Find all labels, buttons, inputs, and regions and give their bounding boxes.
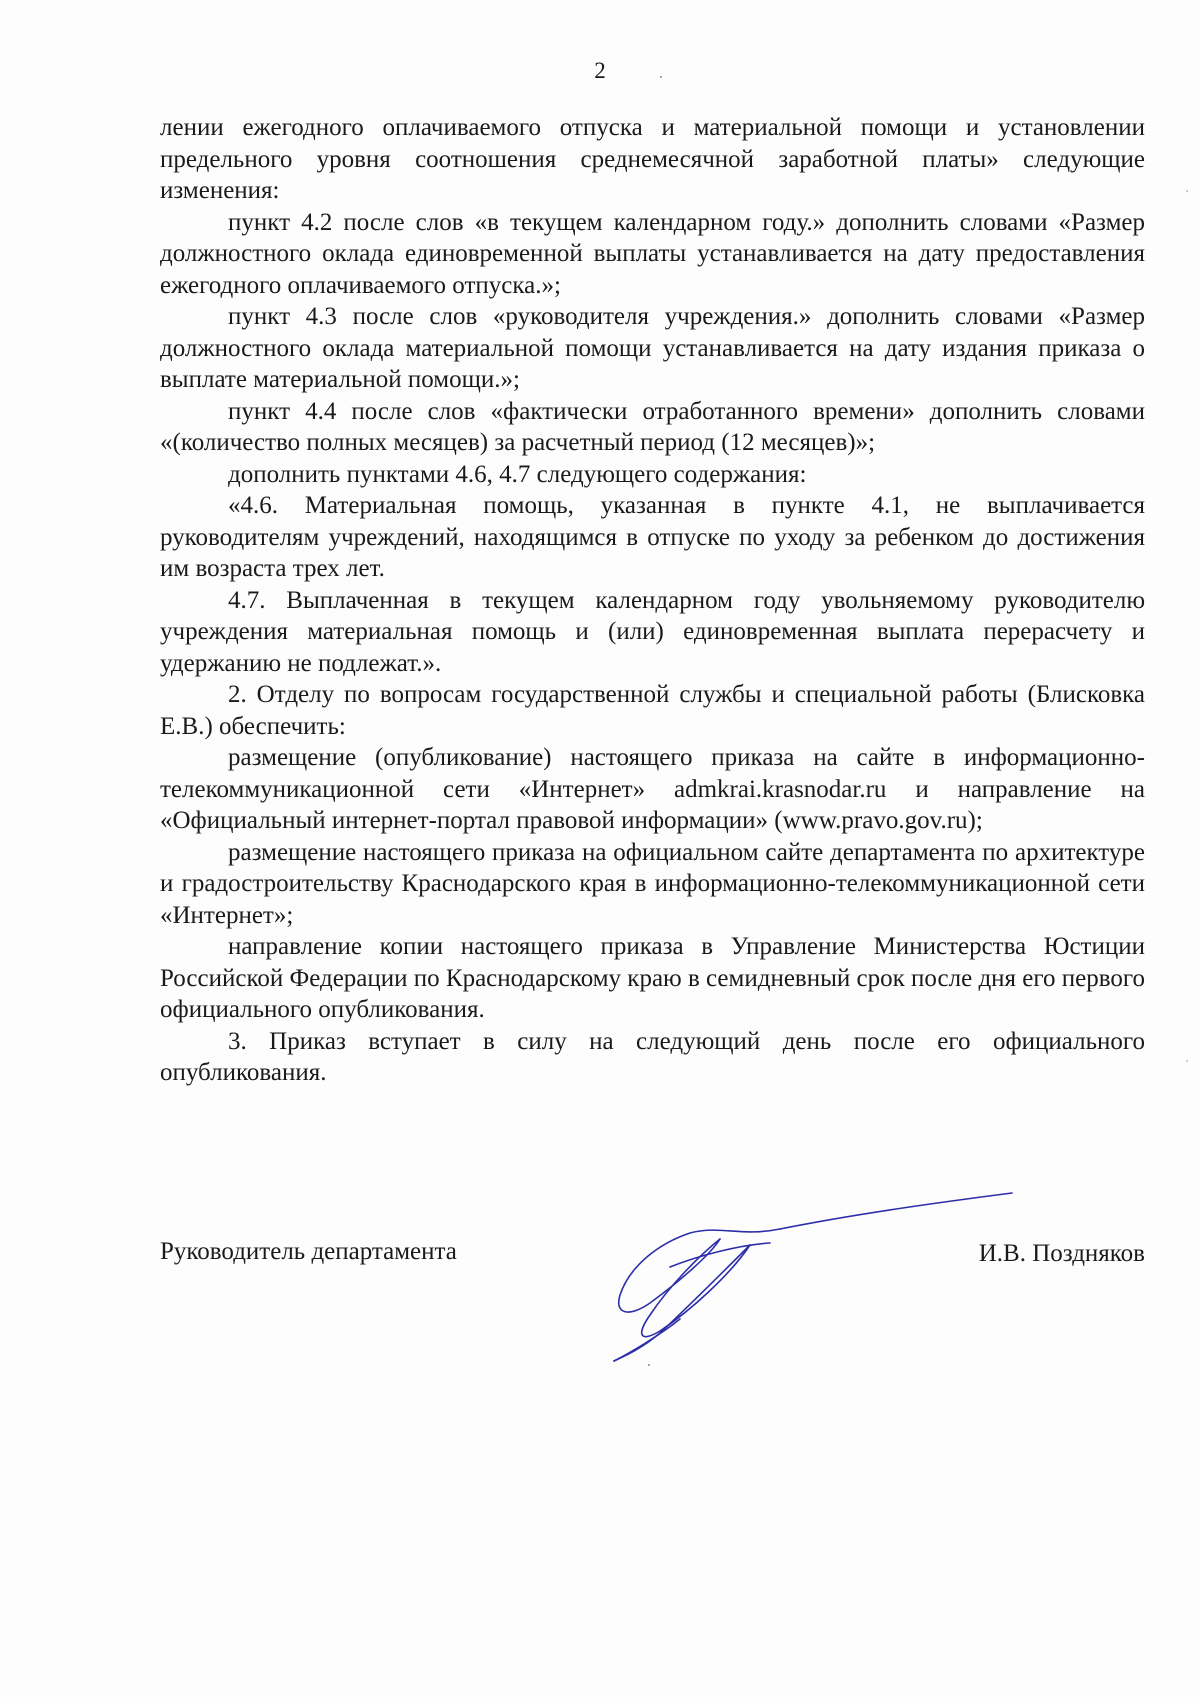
paragraph: пункт 4.4 после слов «фактически отработанного времени» дополнить словами «(количество полных месяцев) за расчетный период (12 месяцев)»; — [160, 397, 1145, 456]
paragraph: пункт 4.3 после слов «руководителя учреждения.» дополнить словами «Размер должностного оклада материальной помощи устанавливается на дату издания приказа о выплате материальной помощи.»; — [160, 303, 1145, 393]
scan-speck — [648, 1364, 650, 1366]
paragraph: 3. Приказ вступает в силу на следующий день после его официального опубликования. — [160, 1027, 1145, 1086]
paragraph: размещение настоящего приказа на официальном сайте департамента по архитектуре и градостроительству Краснодарского края в информационно-телекоммуникационной сети «Интернет»; — [160, 838, 1145, 929]
paragraph: размещение (опубликование) настоящего приказа на сайте в информационно-телекоммуникационной сети «Интернет» admkrai.krasnodar.ru и направление на «Официальный интернет-портал правовой информации» (www.pravo.gov.ru); — [160, 744, 1145, 834]
signatory-name: И.В. Поздняков — [978, 1240, 1145, 1267]
handwritten-signature — [570, 1185, 1030, 1365]
paragraph: дополнить пунктами 4.6, 4.7 следующего содержания: — [228, 460, 807, 488]
scan-speck — [1186, 190, 1188, 192]
paragraph: пункт 4.2 после слов «в текущем календарном году.» дополнить словами «Размер должностного оклада единовременной выплаты устанавливается на дату предоставления ежегодного оплачиваемого отпуска.»; — [160, 208, 1145, 299]
paragraph: 4.7. Выплаченная в текущем календарном году увольняемому руководителю учреждения материальная помощь и (или) единовременная выплата перерасчету и удержанию не подлежат.». — [160, 586, 1145, 677]
document-body — [160, 112, 1145, 1089]
scan-speck — [660, 76, 662, 78]
page-number: 2 — [594, 58, 606, 83]
paragraph: «4.6. Материальная помощь, указанная в пункте 4.1, не выплачивается руководителям учреждений, находящимся в отпуске по уходу за ребенком до достижения им возраста трех лет. — [160, 492, 1145, 582]
paragraph: направление копии настоящего приказа в Управление Министерства Юстиции Российской Федерации по Краснодарскому краю в семидневный срок после дня его первого официального опубликования. — [160, 933, 1146, 1023]
signatory-position: Руководитель департамента — [160, 1238, 457, 1265]
paragraph: лении ежегодного оплачиваемого отпуска и материальной помощи и установлении предельного уровня соотношения среднемесячной заработной платы» следующие изменения: — [160, 114, 1145, 204]
paragraph: 2. Отделу по вопросам государственной службы и специальной работы (Блисковка Е.В.) обеспечить: — [160, 681, 1145, 740]
scan-speck — [1186, 1060, 1188, 1062]
